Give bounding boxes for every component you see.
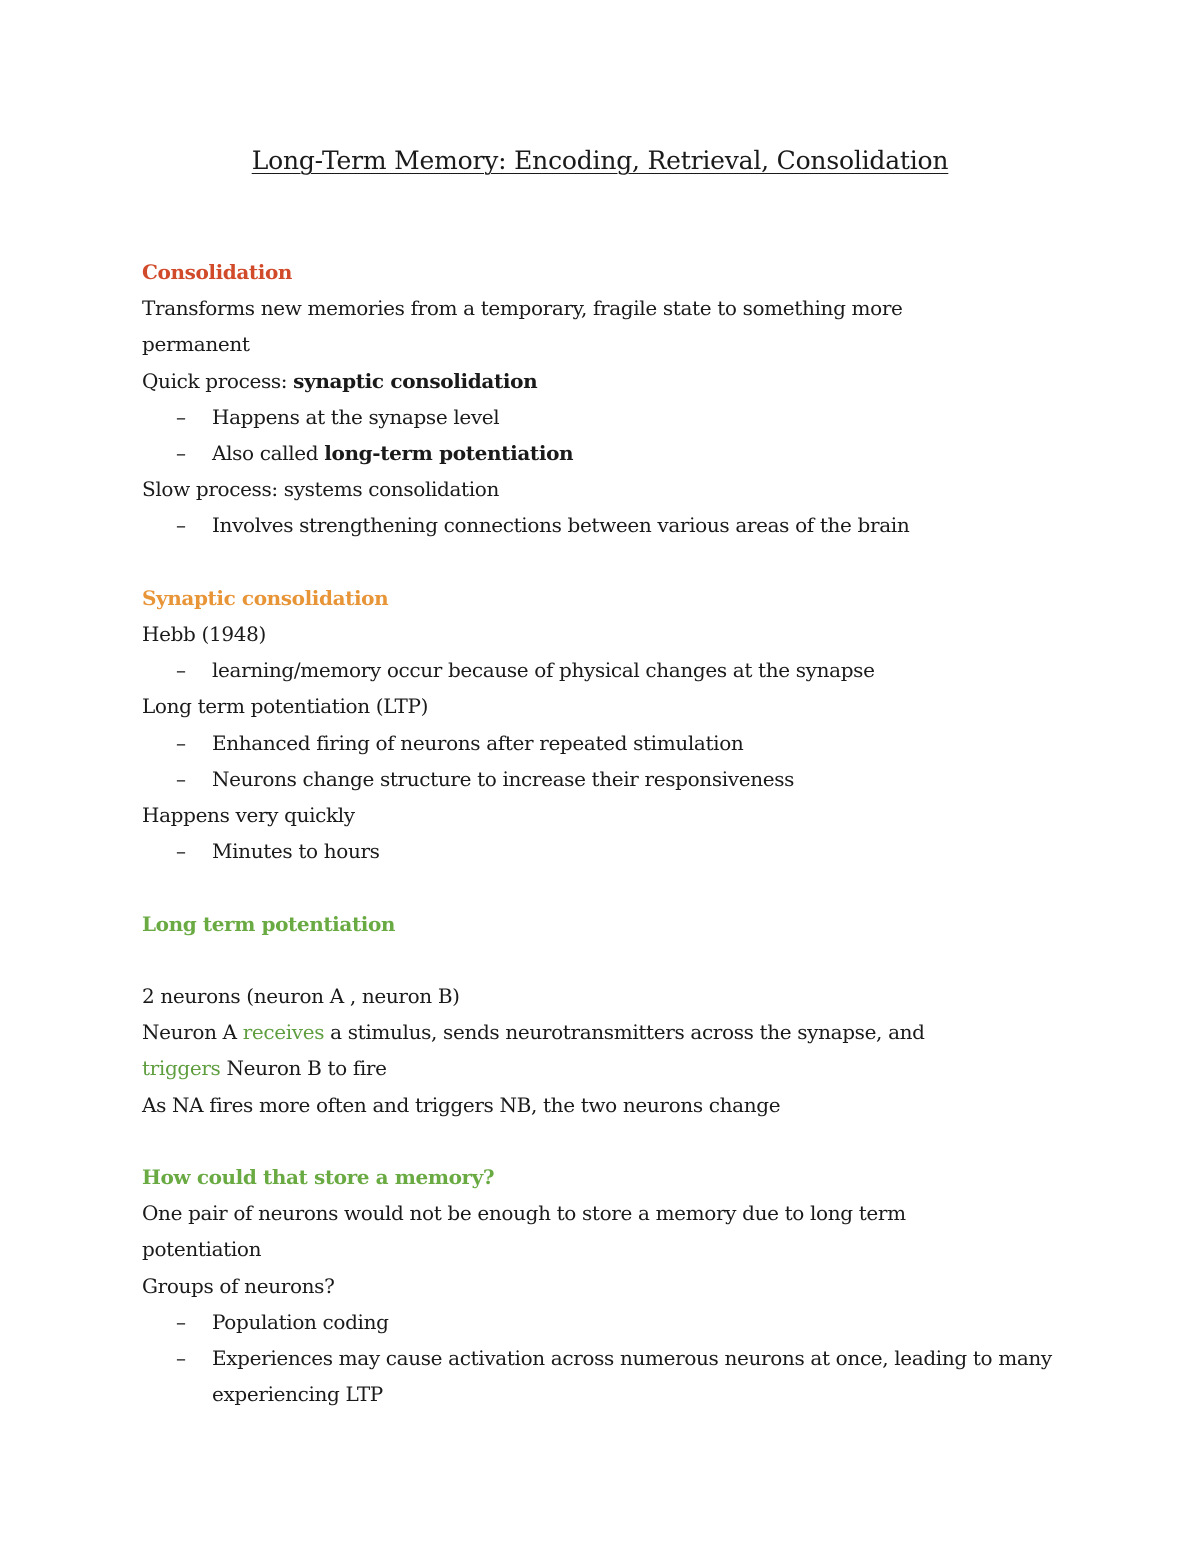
neuron-a-text: Neuron A bbox=[142, 1020, 243, 1045]
list-item-text: Involves strengthening connections between various areas of the brain bbox=[212, 513, 910, 538]
list-item bbox=[142, 833, 1072, 869]
change-line: As NA fires more often and triggers NB, the two neurons change bbox=[142, 1092, 781, 1117]
hebb-line: Hebb (1948) bbox=[142, 622, 266, 647]
neuron-a-paragraph bbox=[142, 1014, 992, 1086]
neuron-a-text: a stimulus, sends neurotransmitters across the synapse, and bbox=[324, 1020, 925, 1045]
list-item-text: learning/memory occur because of physical changes at the synapse bbox=[212, 658, 875, 683]
list-item bbox=[142, 652, 1072, 688]
synaptic-heading: Synaptic consolidation bbox=[142, 585, 389, 610]
spacer bbox=[142, 1123, 1072, 1159]
highlight-triggers: triggers bbox=[142, 1056, 221, 1081]
bullet-dash: – bbox=[176, 404, 186, 429]
ltp-line: Long term potentiation (LTP) bbox=[142, 694, 429, 719]
list-item bbox=[142, 725, 1072, 761]
neurons-line: 2 neurons (neuron A , neuron B) bbox=[142, 984, 460, 1009]
list-item-text: Neurons change structure to increase their responsiveness bbox=[212, 766, 795, 791]
spacer bbox=[142, 869, 1072, 905]
list-item-text: Happens at the synapse level bbox=[212, 404, 500, 429]
neuron-a-text: Neuron B to fire bbox=[220, 1056, 387, 1081]
document-body bbox=[142, 254, 1072, 1412]
quick-process-term: synaptic consolidation bbox=[293, 368, 538, 393]
memory-heading: How could that store a memory? bbox=[142, 1165, 495, 1190]
bullet-dash: – bbox=[176, 513, 186, 538]
quick-process-line bbox=[142, 363, 1072, 399]
quick-process-prefix: Quick process: bbox=[142, 368, 294, 393]
spacer bbox=[142, 544, 1072, 580]
list-item-bold-term: long-term potentiation bbox=[324, 441, 574, 466]
consolidation-heading: Consolidation bbox=[142, 260, 293, 284]
list-item bbox=[142, 1304, 1072, 1340]
list-item bbox=[142, 761, 1072, 797]
list-item-text: Enhanced firing of neurons after repeated stimulation bbox=[212, 730, 744, 755]
list-item bbox=[142, 435, 1072, 471]
list-item-text: Experiences may cause activation across numerous neurons at once, leading to many experiencing LTP bbox=[212, 1346, 1052, 1407]
bullet-dash: – bbox=[176, 658, 186, 683]
bullet-dash: – bbox=[176, 1346, 186, 1371]
list-item bbox=[142, 399, 1072, 435]
ltp-heading: Long term potentiation bbox=[142, 911, 396, 936]
list-item-text: Minutes to hours bbox=[212, 839, 380, 864]
list-item bbox=[142, 1340, 1052, 1412]
bullet-dash: – bbox=[176, 1309, 186, 1334]
list-item-text: Population coding bbox=[212, 1309, 389, 1334]
list-item-text: Also called bbox=[212, 441, 325, 466]
highlight-receives: receives bbox=[242, 1020, 325, 1045]
spacer bbox=[142, 942, 1072, 978]
bullet-dash: – bbox=[176, 441, 186, 466]
bullet-dash: – bbox=[176, 766, 186, 791]
list-item bbox=[142, 507, 1072, 543]
pair-paragraph: One pair of neurons would not be enough to store a memory due to long term potentiation bbox=[142, 1201, 906, 1262]
speed-line: Happens very quickly bbox=[142, 803, 355, 828]
slow-process-line: Slow process: systems consolidation bbox=[142, 477, 500, 502]
document-title: Long-Term Memory: Encoding, Retrieval, Consolidation bbox=[251, 146, 949, 175]
groups-line: Groups of neurons? bbox=[142, 1273, 335, 1298]
consolidation-intro: Transforms new memories from a temporary, fragile state to something more permanent bbox=[142, 296, 903, 357]
bullet-dash: – bbox=[176, 730, 186, 755]
bullet-dash: – bbox=[176, 839, 186, 864]
